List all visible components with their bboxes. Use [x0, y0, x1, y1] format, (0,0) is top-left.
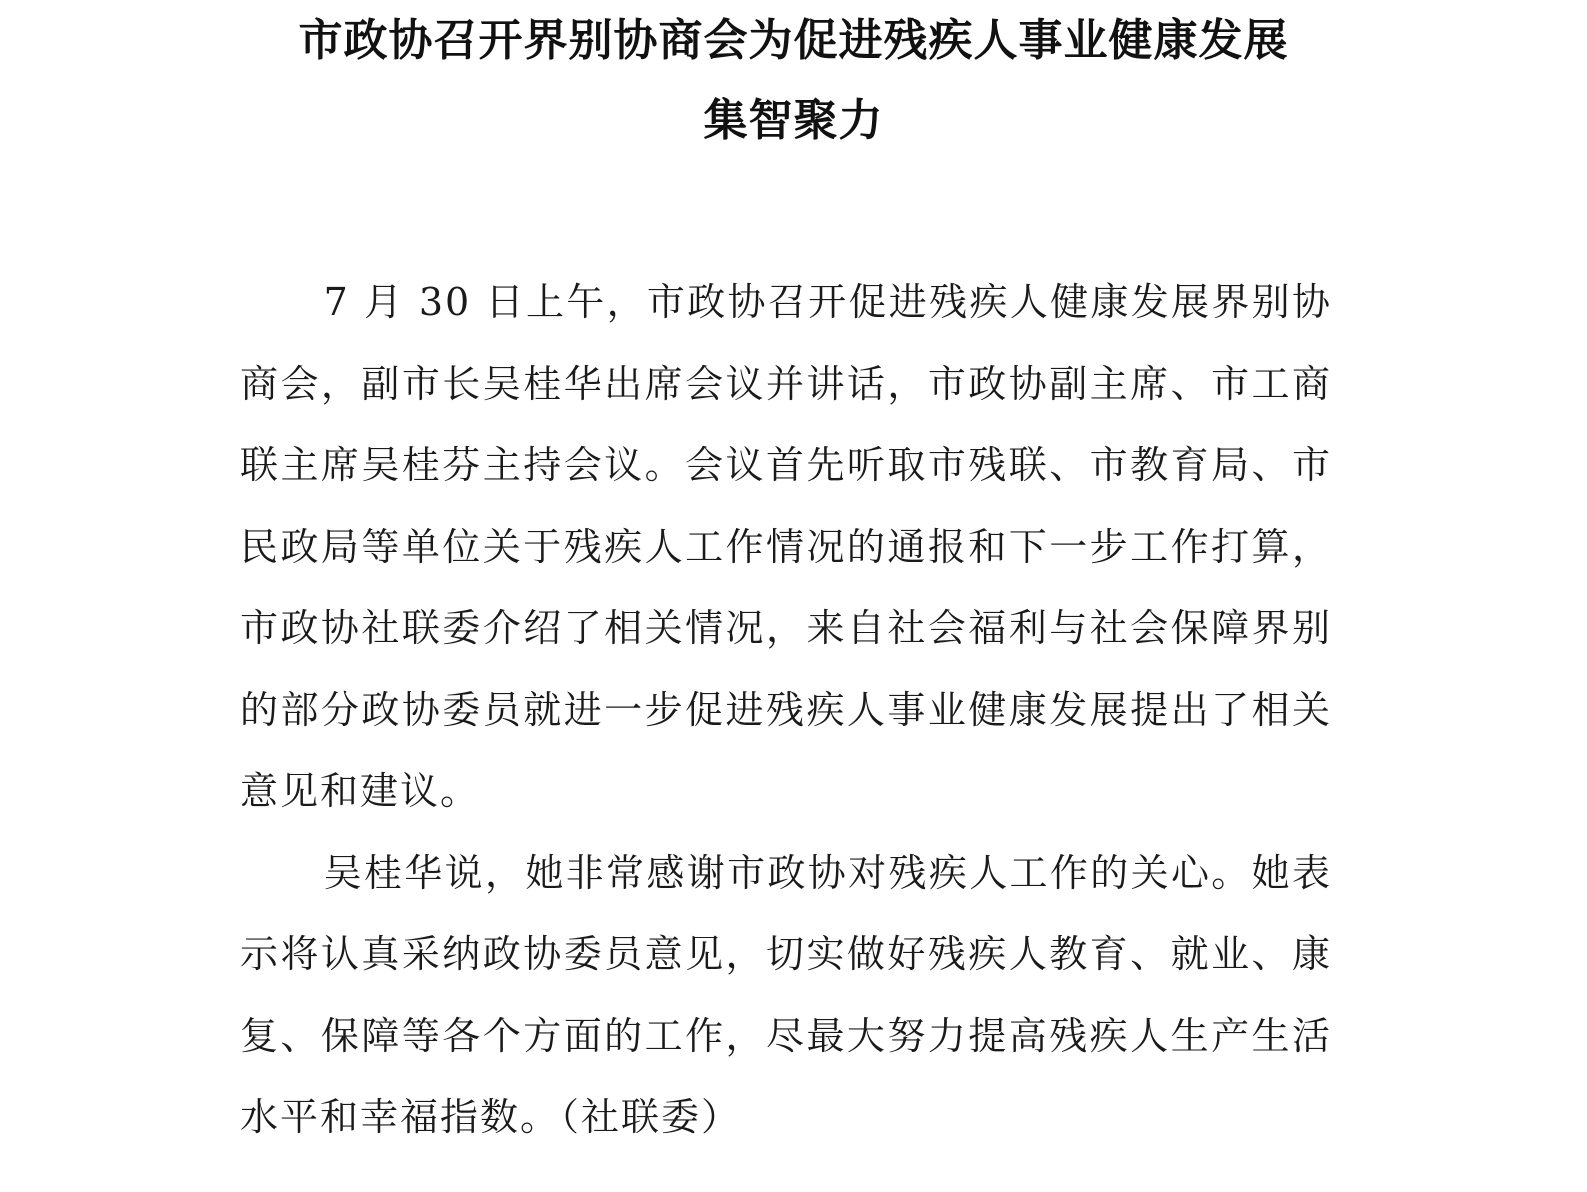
document-title-line-2: 集智聚力 — [703, 95, 884, 146]
paragraph-2: 吴桂华说，她非常感谢市政协对残疾人工作的关心。她表示将认真采纳政协委员意见，切实做好残疾人教育、就业、康复、保障等各个方面的工作，尽最大努力提高残疾人生产生活水平和幸福指数。（社联委） — [240, 850, 1332, 1139]
document-title-line-1: 市政协召开界别协商会为促进残疾人事业健康发展 — [298, 15, 1289, 66]
paragraph-1: 7 月 30 日上午，市政协召开促进残疾人健康发展界别协商会，副市长吴桂华出席会议并讲话，市政协副主席、市工商联主席吴桂芬主持会议。会议首先听取市残联、市教育局、市民政局等单位关于残疾人工作情况的通报和下一步工作打算，市政协社联委介绍了相关情况，来自社会福利与社会保障界别的部分政协委员就进一步促进残疾人事业健康发展提出了相关意见和建议。 — [240, 280, 1332, 813]
document-body — [240, 262, 1332, 1159]
